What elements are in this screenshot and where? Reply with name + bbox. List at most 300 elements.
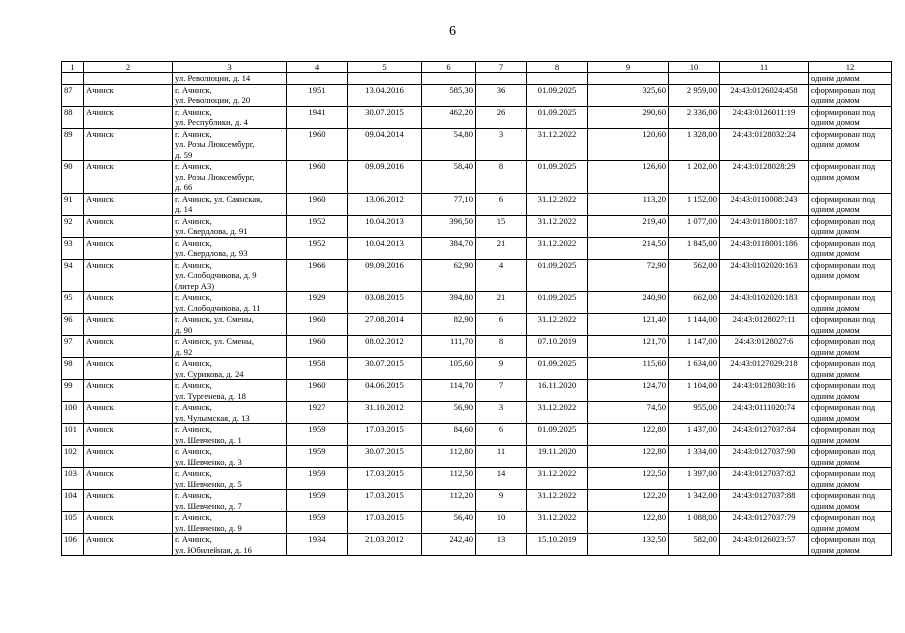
amount-cell: 2 336,00 (669, 106, 720, 128)
address-cell (173, 358, 287, 380)
residents-cell: 21 (476, 237, 527, 259)
address-cell-line: ул. Сурикова, д. 24 (175, 368, 244, 379)
address-cell-line: г. Ачинск, (175, 490, 212, 500)
city-cell: Ачинск (84, 380, 173, 402)
column-number-row (62, 62, 892, 73)
carry-status: одним домом (809, 73, 892, 85)
status-cell-line: сформирован под (811, 402, 876, 412)
status-cell-line: одним домом (811, 434, 860, 445)
area-cell: 58,40 (422, 161, 476, 194)
status-cell (809, 259, 892, 292)
value-cell: 124,70 (588, 380, 669, 402)
status-cell-line: сформирован под (811, 380, 876, 390)
address-cell-line: ул. Розы Люксембург, (175, 139, 255, 149)
status-cell (809, 534, 892, 556)
status-cell-line: одним домом (811, 390, 860, 401)
status-cell-line: сформирован под (811, 424, 876, 434)
year-cell: 1951 (287, 84, 348, 106)
carry-over-row (62, 73, 892, 85)
city-cell: Ачинск (84, 512, 173, 534)
status-cell-line: одним домом (811, 478, 860, 489)
address-cell-line: ул. Шевченко, д. 1 (175, 434, 242, 445)
year-cell: 1960 (287, 161, 348, 194)
year-cell: 1959 (287, 512, 348, 534)
deadline-cell: 31.12.2022 (527, 512, 588, 534)
row-number-cell: 100 (62, 402, 84, 424)
address-cell-line: ул. Республики, д. 4 (175, 117, 248, 127)
amount-cell: 1 088,00 (669, 512, 720, 534)
cadastral-cell: 24:43:0127037:82 (720, 468, 809, 490)
deadline-cell: 01.09.2025 (527, 259, 588, 292)
address-cell-line: г. Ачинск, (175, 292, 212, 302)
status-cell-line: одним домом (811, 456, 860, 467)
residents-cell: 15 (476, 215, 527, 237)
status-cell-line: одним домом (811, 412, 860, 423)
row-number-cell: 91 (62, 193, 84, 215)
status-cell-line: сформирован под (811, 490, 876, 500)
status-cell (809, 128, 892, 161)
deadline-cell: 31.12.2022 (527, 402, 588, 424)
year-cell: 1960 (287, 314, 348, 336)
deadline-cell: 31.12.2022 (527, 128, 588, 161)
amount-cell: 1 147,00 (669, 336, 720, 358)
date-cell: 17.03.2015 (348, 490, 422, 512)
address-cell (173, 424, 287, 446)
year-cell: 1960 (287, 193, 348, 215)
status-cell (809, 468, 892, 490)
value-cell: 122,80 (588, 424, 669, 446)
table-row (62, 446, 892, 468)
area-cell: 112,50 (422, 468, 476, 490)
column-header: 1 (62, 62, 84, 73)
amount-cell: 1 437,00 (669, 424, 720, 446)
cadastral-cell: 24:43:0102020:163 (720, 259, 809, 292)
area-cell: 56,90 (422, 402, 476, 424)
area-cell: 82,90 (422, 314, 476, 336)
date-cell: 30.07.2015 (348, 446, 422, 468)
date-cell: 13.04.2016 (348, 84, 422, 106)
deadline-cell: 19.11.2020 (527, 446, 588, 468)
address-cell-line: ул. Шевченко, д. 9 (175, 522, 242, 533)
area-cell: 112,20 (422, 490, 476, 512)
area-cell: 394,80 (422, 292, 476, 314)
area-cell: 242,40 (422, 534, 476, 556)
value-cell: 74,50 (588, 402, 669, 424)
table-row (62, 106, 892, 128)
status-cell-line: сформирован под (811, 292, 876, 302)
deadline-cell: 01.09.2025 (527, 84, 588, 106)
residents-cell: 9 (476, 358, 527, 380)
date-cell: 30.07.2015 (348, 358, 422, 380)
row-number-cell: 104 (62, 490, 84, 512)
address-cell-line: г. Ачинск, (175, 358, 212, 368)
address-cell-line: ул. Тургенева, д. 18 (175, 390, 246, 401)
status-cell-line: одним домом (811, 226, 860, 236)
status-cell-line: одним домом (811, 500, 860, 511)
row-number-cell: 97 (62, 336, 84, 358)
status-cell-line: сформирован под (811, 259, 876, 270)
amount-cell: 1 328,00 (669, 128, 720, 161)
value-cell: 290,60 (588, 106, 669, 128)
address-cell-line: г. Ачинск, ул. Смены, (175, 336, 254, 346)
address-cell-line: ул. Чулымская, д. 13 (175, 412, 250, 423)
amount-cell: 662,00 (669, 292, 720, 314)
area-cell: 56,40 (422, 512, 476, 534)
residents-cell: 6 (476, 424, 527, 446)
residents-cell: 3 (476, 128, 527, 161)
amount-cell: 562,00 (669, 259, 720, 292)
cadastral-cell: 24:43:0126011:19 (720, 106, 809, 128)
table-row (62, 512, 892, 534)
residents-cell: 36 (476, 84, 527, 106)
amount-cell: 1 334,00 (669, 446, 720, 468)
residents-cell: 6 (476, 193, 527, 215)
deadline-cell: 31.12.2022 (527, 490, 588, 512)
row-number-cell: 101 (62, 424, 84, 446)
column-header: 5 (348, 62, 422, 73)
cadastral-cell: 24:43:0110008:243 (720, 193, 809, 215)
address-cell (173, 314, 287, 336)
row-number-cell: 99 (62, 380, 84, 402)
address-cell-line: ул. Революции, д. 20 (175, 95, 251, 105)
cadastral-cell: 24:43:0127037:79 (720, 512, 809, 534)
deadline-cell: 01.09.2025 (527, 161, 588, 194)
column-header: 10 (669, 62, 720, 73)
area-cell: 77,10 (422, 193, 476, 215)
cadastral-cell: 24:43:0127037:90 (720, 446, 809, 468)
amount-cell: 1 104,00 (669, 380, 720, 402)
date-cell: 31.10.2012 (348, 402, 422, 424)
value-cell: 121,40 (588, 314, 669, 336)
table-row (62, 215, 892, 237)
address-cell (173, 84, 287, 106)
table-row (62, 84, 892, 106)
address-cell-line: ул. Шевченко, д. 5 (175, 478, 242, 489)
city-cell: Ачинск (84, 237, 173, 259)
value-cell: 122,20 (588, 490, 669, 512)
city-cell: Ачинск (84, 193, 173, 215)
year-cell: 1941 (287, 106, 348, 128)
date-cell: 10.04.2013 (348, 215, 422, 237)
year-cell: 1934 (287, 534, 348, 556)
deadline-cell: 07.10.2019 (527, 336, 588, 358)
year-cell: 1929 (287, 292, 348, 314)
date-cell: 17.03.2015 (348, 424, 422, 446)
city-cell: Ачинск (84, 314, 173, 336)
table-row (62, 336, 892, 358)
residents-cell: 8 (476, 336, 527, 358)
table-row (62, 468, 892, 490)
column-header: 11 (720, 62, 809, 73)
city-cell: Ачинск (84, 534, 173, 556)
status-cell (809, 292, 892, 314)
table-row (62, 490, 892, 512)
address-cell-line: г. Ачинск, (175, 161, 212, 171)
area-cell: 384,70 (422, 237, 476, 259)
address-cell-line: ул. Слободчикова, д. 11 (175, 302, 261, 313)
column-header: 4 (287, 62, 348, 73)
city-cell: Ачинск (84, 446, 173, 468)
address-cell-line: ул. Шевченко, д. 3 (175, 456, 242, 467)
value-cell: 325,60 (588, 84, 669, 106)
address-cell-line: г. Ачинск, (175, 237, 212, 248)
amount-cell: 1 845,00 (669, 237, 720, 259)
status-cell-line: одним домом (811, 324, 860, 335)
residents-cell: 9 (476, 490, 527, 512)
row-number-cell: 102 (62, 446, 84, 468)
cadastral-cell: 24:43:0126024:458 (720, 84, 809, 106)
status-cell (809, 402, 892, 424)
date-cell: 27.08.2014 (348, 314, 422, 336)
year-cell: 1958 (287, 358, 348, 380)
address-cell (173, 380, 287, 402)
address-cell-line: д. 59 (175, 149, 193, 160)
table-row (62, 292, 892, 314)
amount-cell: 1 634,00 (669, 358, 720, 380)
address-cell-line: г. Ачинск, (175, 424, 212, 434)
amount-cell: 582,00 (669, 534, 720, 556)
status-cell (809, 446, 892, 468)
address-cell (173, 336, 287, 358)
date-cell: 09.09.2016 (348, 161, 422, 194)
table-row (62, 259, 892, 292)
deadline-cell: 31.12.2022 (527, 237, 588, 259)
address-cell-line: г. Ачинск, ул. Саянская, (175, 193, 263, 204)
row-number-cell: 103 (62, 468, 84, 490)
address-cell (173, 512, 287, 534)
status-cell-line: одним домом (811, 522, 860, 533)
deadline-cell: 31.12.2022 (527, 193, 588, 215)
address-cell-line: ул. Юбилейная, д. 16 (175, 544, 252, 555)
date-cell: 17.03.2015 (348, 468, 422, 490)
housing-table (61, 61, 892, 556)
address-cell-line: г. Ачинск, (175, 512, 212, 522)
area-cell: 84,60 (422, 424, 476, 446)
status-cell (809, 237, 892, 259)
address-cell-line: д. 66 (175, 182, 193, 192)
row-number-cell: 95 (62, 292, 84, 314)
status-cell (809, 193, 892, 215)
cadastral-cell: 24:43:0126023:57 (720, 534, 809, 556)
address-cell (173, 106, 287, 128)
date-cell: 13.06.2012 (348, 193, 422, 215)
status-cell-line: одним домом (811, 117, 860, 127)
status-cell-line: сформирован под (811, 468, 876, 478)
residents-cell: 11 (476, 446, 527, 468)
cadastral-cell: 24:43:0127037:84 (720, 424, 809, 446)
year-cell: 1927 (287, 402, 348, 424)
row-number-cell: 96 (62, 314, 84, 336)
address-cell-line: ул. Слободчикова, д. 9 (175, 270, 257, 280)
column-header: 7 (476, 62, 527, 73)
city-cell: Ачинск (84, 292, 173, 314)
city-cell: Ачинск (84, 161, 173, 194)
table-row (62, 402, 892, 424)
value-cell: 121,70 (588, 336, 669, 358)
city-cell: Ачинск (84, 402, 173, 424)
cadastral-cell: 24:43:0118001:187 (720, 215, 809, 237)
status-cell (809, 512, 892, 534)
table-row (62, 314, 892, 336)
address-cell (173, 534, 287, 556)
deadline-cell: 16.11.2020 (527, 380, 588, 402)
status-cell (809, 336, 892, 358)
residents-cell: 7 (476, 380, 527, 402)
address-cell-line: г. Ачинск, (175, 259, 212, 270)
address-cell-line: г. Ачинск, (175, 128, 212, 139)
address-cell-line: г. Ачинск, (175, 402, 212, 412)
status-cell-line: сформирован под (811, 534, 876, 544)
residents-cell: 8 (476, 161, 527, 194)
status-cell (809, 106, 892, 128)
residents-cell: 10 (476, 512, 527, 534)
year-cell: 1959 (287, 468, 348, 490)
deadline-cell: 31.12.2022 (527, 215, 588, 237)
area-cell: 105,60 (422, 358, 476, 380)
deadline-cell: 01.09.2025 (527, 292, 588, 314)
amount-cell: 1 397,00 (669, 468, 720, 490)
row-number-cell: 87 (62, 84, 84, 106)
amount-cell: 1 152,00 (669, 193, 720, 215)
year-cell: 1959 (287, 446, 348, 468)
residents-cell: 21 (476, 292, 527, 314)
cadastral-cell: 24:43:0127029:218 (720, 358, 809, 380)
table-row (62, 128, 892, 161)
status-cell-line: одним домом (811, 270, 860, 280)
status-cell-line: одним домом (811, 346, 860, 357)
city-cell: Ачинск (84, 106, 173, 128)
city-cell: Ачинск (84, 215, 173, 237)
status-cell-line: сформирован под (811, 193, 876, 204)
status-cell (809, 358, 892, 380)
value-cell: 72,90 (588, 259, 669, 292)
value-cell: 122,50 (588, 468, 669, 490)
cadastral-cell: 24:43:0128032:24 (720, 128, 809, 161)
residents-cell: 14 (476, 468, 527, 490)
table-row (62, 193, 892, 215)
status-cell-line: одним домом (811, 139, 860, 149)
city-cell: Ачинск (84, 468, 173, 490)
status-cell-line: сформирован под (811, 106, 876, 117)
column-header: 2 (84, 62, 173, 73)
date-cell: 03.08.2015 (348, 292, 422, 314)
residents-cell: 4 (476, 259, 527, 292)
address-cell (173, 402, 287, 424)
address-cell-line: г. Ачинск, (175, 380, 212, 390)
status-cell (809, 380, 892, 402)
row-number-cell: 93 (62, 237, 84, 259)
row-number-cell: 92 (62, 215, 84, 237)
address-cell (173, 161, 287, 194)
date-cell: 21.03.2012 (348, 534, 422, 556)
area-cell: 585,30 (422, 84, 476, 106)
status-cell (809, 490, 892, 512)
status-cell (809, 84, 892, 106)
carry-address: ул. Революции, д. 14 (173, 73, 287, 85)
value-cell: 126,60 (588, 161, 669, 194)
page-number: 6 (449, 24, 456, 39)
status-cell-line: сформирован под (811, 215, 876, 226)
value-cell: 122,80 (588, 446, 669, 468)
address-cell (173, 490, 287, 512)
cadastral-cell: 24:43:0128030:16 (720, 380, 809, 402)
row-number-cell: 94 (62, 259, 84, 292)
status-cell-line: сформирован под (811, 128, 876, 139)
area-cell: 396,50 (422, 215, 476, 237)
address-cell-line: (литер А3) (175, 280, 215, 291)
status-cell-line: одним домом (811, 204, 860, 214)
deadline-cell: 31.12.2022 (527, 314, 588, 336)
row-number-cell: 105 (62, 512, 84, 534)
address-cell (173, 237, 287, 259)
year-cell: 1952 (287, 237, 348, 259)
status-cell-line: одним домом (811, 544, 860, 555)
row-number-cell: 89 (62, 128, 84, 161)
address-cell-line: д. 92 (175, 346, 193, 357)
date-cell: 09.09.2016 (348, 259, 422, 292)
table-row (62, 161, 892, 194)
date-cell: 08.02.2012 (348, 336, 422, 358)
amount-cell: 1 342,00 (669, 490, 720, 512)
city-cell: Ачинск (84, 424, 173, 446)
column-header: 3 (173, 62, 287, 73)
year-cell: 1960 (287, 128, 348, 161)
residents-cell: 6 (476, 314, 527, 336)
city-cell: Ачинск (84, 84, 173, 106)
area-cell: 114,70 (422, 380, 476, 402)
table-row (62, 534, 892, 556)
address-cell (173, 193, 287, 215)
address-cell-line: ул. Розы Люксембург, (175, 171, 255, 182)
city-cell: Ачинск (84, 128, 173, 161)
value-cell: 120,60 (588, 128, 669, 161)
city-cell: Ачинск (84, 358, 173, 380)
status-cell-line: сформирован под (811, 336, 876, 346)
address-cell-line: ул. Шевченко, д. 7 (175, 500, 242, 511)
status-cell-line: сформирован под (811, 161, 876, 171)
status-cell-line: сформирован под (811, 84, 876, 95)
city-cell: Ачинск (84, 259, 173, 292)
status-cell-line: одним домом (811, 95, 860, 105)
status-cell (809, 424, 892, 446)
date-cell: 10.04.2013 (348, 237, 422, 259)
year-cell: 1959 (287, 490, 348, 512)
deadline-cell: 31.12.2022 (527, 468, 588, 490)
year-cell: 1960 (287, 380, 348, 402)
address-cell-line: г. Ачинск, (175, 534, 212, 544)
year-cell: 1959 (287, 424, 348, 446)
cadastral-cell: 24:43:0128027:11 (720, 314, 809, 336)
value-cell: 214,50 (588, 237, 669, 259)
address-cell (173, 259, 287, 292)
row-number-cell: 98 (62, 358, 84, 380)
column-header: 9 (588, 62, 669, 73)
deadline-cell: 01.09.2025 (527, 424, 588, 446)
area-cell: 112,80 (422, 446, 476, 468)
cadastral-cell: 24:43:0118001:186 (720, 237, 809, 259)
address-cell-line: г. Ачинск, (175, 84, 212, 95)
address-cell-line: г. Ачинск, (175, 446, 212, 456)
value-cell: 219,40 (588, 215, 669, 237)
address-cell (173, 128, 287, 161)
address-cell-line: ул. Свердлова, д. 91 (175, 226, 248, 236)
row-number-cell: 90 (62, 161, 84, 194)
value-cell: 122,80 (588, 512, 669, 534)
area-cell: 462,20 (422, 106, 476, 128)
city-cell: Ачинск (84, 336, 173, 358)
year-cell: 1966 (287, 259, 348, 292)
value-cell: 240,90 (588, 292, 669, 314)
